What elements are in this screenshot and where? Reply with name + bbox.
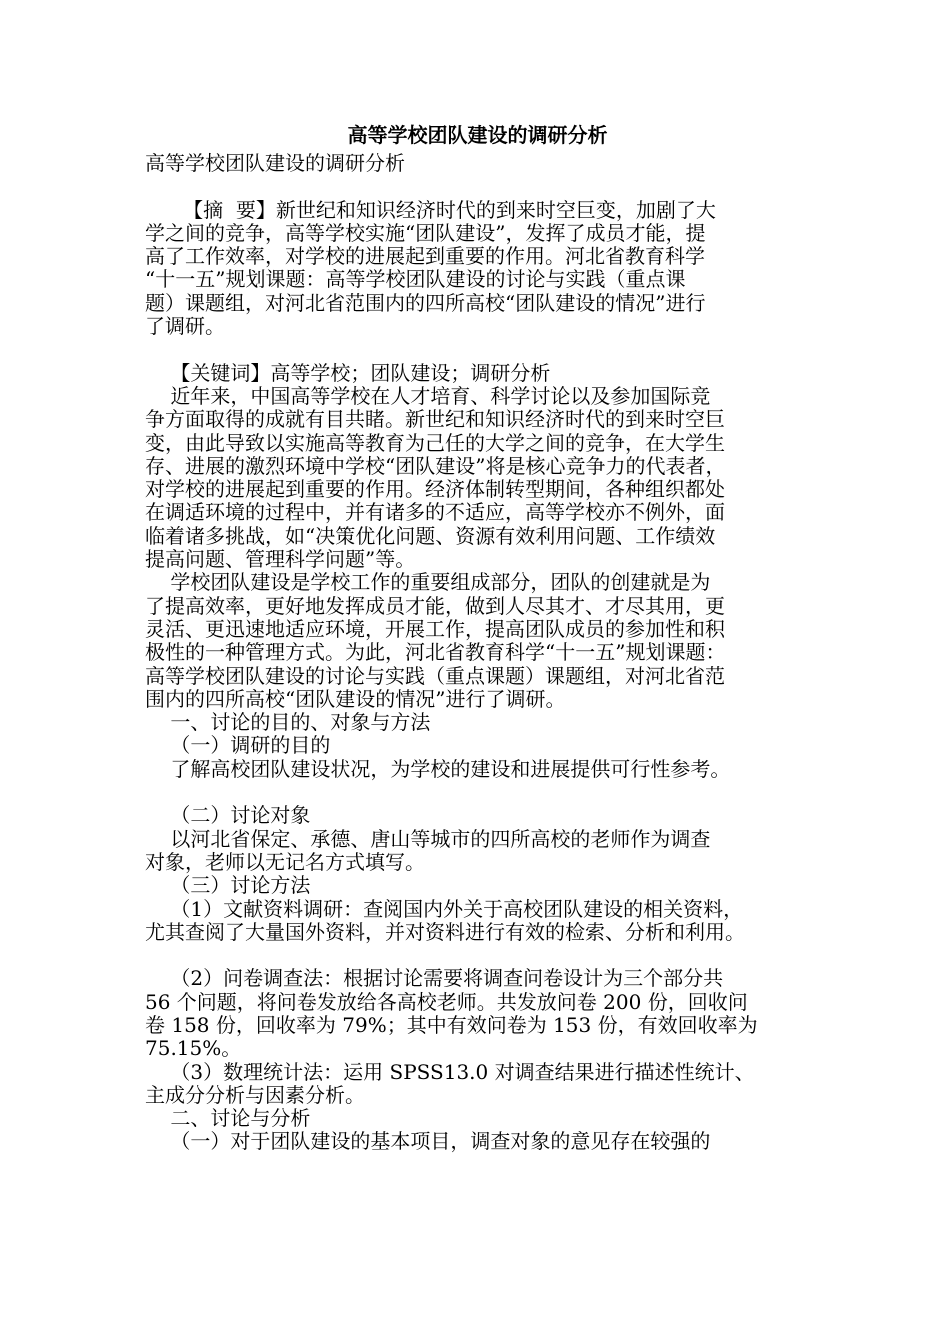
text-line: 提高问题、管理科学问题”等。 (145, 547, 416, 572)
text-line: 灵活、更迅速地适应环境，开展工作，提高团队成员的参加性和积 (145, 616, 725, 641)
text-line: 主成分分析与因素分析。 (145, 1082, 365, 1107)
text-line: 对象，老师以无记名方式填写。 (145, 849, 425, 874)
text-line: 尤其查阅了大量国外资料，并对资料进行有效的检索、分析和利用。 (145, 919, 745, 944)
text-line: 对学校的进展起到重要的作用。经济体制转型期间，各种组织都处 (145, 477, 725, 502)
text-line: 存、进展的激烈环境中学校“团队建设”将是核心竞争力的代表者， (145, 453, 726, 478)
text-line: “十一五”规划课题：高等学校团队建设的讨论与实践（重点课 (145, 267, 686, 292)
text-line: 围内的四所高校“团队建设的情况”进行了调研。 (145, 686, 566, 711)
text-line: 以河北省保定、承德、唐山等城市的四所高校的老师作为调查 (145, 826, 711, 851)
text-line: 题）课题组，对河北省范围内的四所高校“团队建设的情况”进行 (145, 290, 706, 315)
blank-line (145, 944, 810, 967)
text-line: 极性的一种管理方式。为此，河北省教育科学“十一五”规划课题： (145, 640, 726, 665)
blank-line (145, 338, 810, 361)
text-line: （一）对于团队建设的基本项目，调查对象的意见存在较强的 (145, 1129, 711, 1154)
document-page (145, 118, 810, 1154)
text-line: 高了工作效率，对学校的进展起到重要的作用。河北省教育科学 (145, 244, 705, 269)
text-line: 56 个问题，将问卷发放给各高校老师。共发放问卷 200 份，回收问 (145, 989, 748, 1014)
text-line: （3）数理统计法：运用 SPSS13.0 对调查结果进行描述性统计、 (145, 1059, 755, 1084)
text-line: 争方面取得的成就有目共睹。新世纪和知识经济时代的到来时空巨 (145, 407, 725, 432)
text-line: 了调研。 (145, 314, 225, 339)
text-line: 高等学校团队建设的讨论与实践（重点课题）课题组，对河北省范 (145, 663, 725, 688)
text-line: （一）调研的目的 (145, 733, 331, 758)
text-line: 二、讨论与分析 (145, 1106, 311, 1131)
text-line: （1）文献资料调研：查阅国内外关于高校团队建设的相关资料， (145, 896, 744, 921)
text-line: 卷 158 份，回收率为 79%；其中有效问卷为 153 份，有效回收率为 (145, 1012, 758, 1037)
text-line: 在调适环境的过程中，并有诸多的不适应，高等学校亦不例外，面 (145, 500, 725, 525)
text-line: 临着诸多挑战，如“决策优化问题、资源有效利用问题、工作绩效 (145, 523, 716, 548)
document-title: 高等学校团队建设的调研分析 (347, 123, 608, 147)
text-line: 了解高校团队建设状况，为学校的建设和进展提供可行性参考。 (145, 756, 731, 781)
text-line: 【关键词】高等学校；团队建设；调研分析 (145, 360, 551, 385)
text-line: 了提高效率，更好地发挥成员才能，做到人尽其才、才尽其用，更 (145, 593, 725, 618)
blank-line (145, 175, 810, 198)
text-line: 75.15%。 (145, 1036, 242, 1061)
blank-line (145, 781, 810, 804)
text-line: 【摘 要】新世纪和知识经济时代的到来时空巨变，加剧了大 (145, 197, 716, 222)
text-line: （二）讨论对象 (145, 803, 311, 828)
text-line: 学校团队建设是学校工作的重要组成部分，团队的创建就是为 (145, 570, 711, 595)
text-line: 变，由此导致以实施高等教育为己任的大学之间的竞争，在大学生 (145, 430, 725, 455)
document-body (145, 152, 810, 1154)
text-line: （2）问卷调查法：根据讨论需要将调查问卷设计为三个部分共 (145, 966, 724, 991)
text-line: 高等学校团队建设的调研分析 (145, 151, 405, 175)
text-line: 一、讨论的目的、对象与方法 (145, 710, 431, 735)
text-line: 学之间的竞争，高等学校实施“团队建设”，发挥了成员才能，提 (145, 220, 706, 245)
text-line: （三）讨论方法 (145, 873, 311, 898)
text-line: 近年来，中国高等学校在人才培育、科学讨论以及参加国际竞 (145, 383, 711, 408)
